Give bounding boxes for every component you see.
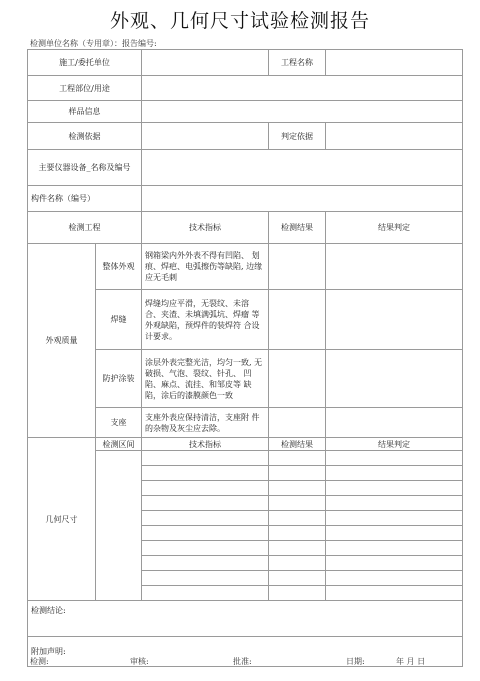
appearance-item-judge[interactable] xyxy=(326,244,463,290)
approve-label: 批准: xyxy=(233,657,252,666)
statement-label[interactable]: 附加声明: xyxy=(28,637,463,667)
geometry-result-cell[interactable] xyxy=(269,511,326,526)
appearance-item-name: 支座 xyxy=(96,408,142,438)
row-basis xyxy=(28,123,463,150)
header-project: 检测工程 xyxy=(28,212,142,244)
appearance-row xyxy=(28,244,463,290)
geometry-tech-cell[interactable] xyxy=(142,556,269,571)
report-table xyxy=(27,49,463,667)
client-value[interactable] xyxy=(142,50,269,76)
geometry-judge-cell[interactable] xyxy=(326,556,463,571)
geometry-tech-cell[interactable] xyxy=(142,511,269,526)
appearance-item-judge[interactable] xyxy=(326,408,463,438)
geometry-header-tech: 技术指标 xyxy=(142,438,269,451)
geometry-tech-cell[interactable] xyxy=(142,541,269,556)
geometry-header-row xyxy=(28,438,463,451)
geometry-judge-cell[interactable] xyxy=(326,466,463,481)
appearance-item-name: 焊缝 xyxy=(96,290,142,350)
geometry-judge-cell[interactable] xyxy=(326,511,463,526)
appearance-item-desc: 涂层外表完整光洁，均匀一致, 无破损、气泡、裂纹、针孔、 凹陷、麻点、流挂、和邹皮等 缺陷，涂后的漆膜颜色一致 xyxy=(142,350,269,408)
geometry-result-cell[interactable] xyxy=(269,556,326,571)
client-label: 施工/委托单位 xyxy=(28,50,142,76)
component-value[interactable] xyxy=(142,186,463,212)
inspect-label: 检测: xyxy=(30,657,49,666)
geometry-judge-cell[interactable] xyxy=(326,586,463,601)
sample-info-label: 样品信息 xyxy=(28,101,142,123)
geometry-result-cell[interactable] xyxy=(269,526,326,541)
row-instruments xyxy=(28,150,463,186)
appearance-item-judge[interactable] xyxy=(326,290,463,350)
row-headers xyxy=(28,212,463,244)
part-use-value[interactable] xyxy=(142,76,463,101)
component-label: 构件名称（编号） xyxy=(28,186,142,212)
geometry-result-cell[interactable] xyxy=(269,466,326,481)
geometry-tech-cell[interactable] xyxy=(142,571,269,586)
review-label: 审核: xyxy=(130,657,149,666)
geometry-tech-cell[interactable] xyxy=(142,496,269,511)
appearance-group-label: 外观质量 xyxy=(28,244,96,438)
appearance-item-result[interactable] xyxy=(269,350,326,408)
basis-value[interactable] xyxy=(142,123,269,150)
geometry-group-label: 几何尺寸 xyxy=(28,438,96,601)
judge-basis-label: 判定依据 xyxy=(269,123,326,150)
project-name-value[interactable] xyxy=(326,50,463,76)
geometry-result-cell[interactable] xyxy=(269,541,326,556)
geometry-tech-cell[interactable] xyxy=(142,466,269,481)
appearance-item-desc: 支座外表应保持清洁，支座附 件的杂物及灰尘应去除。 xyxy=(142,408,269,438)
appearance-item-result[interactable] xyxy=(269,244,326,290)
geometry-result-cell[interactable] xyxy=(269,481,326,496)
header-tech: 技术指标 xyxy=(142,212,269,244)
report-title: 外观、几何尺寸试验检测报告 xyxy=(109,10,370,32)
conclusion-row xyxy=(28,601,463,637)
row-sample-info xyxy=(28,101,463,123)
appearance-item-result[interactable] xyxy=(269,408,326,438)
geometry-result-cell[interactable] xyxy=(269,586,326,601)
geometry-header-result: 检测结果 xyxy=(269,438,326,451)
instruments-label: 主要仪器设备_名称及编号 xyxy=(28,150,142,186)
part-use-label: 工程部位/用途 xyxy=(28,76,142,101)
basis-label: 检测依据 xyxy=(28,123,142,150)
appearance-item-result[interactable] xyxy=(269,290,326,350)
row-component xyxy=(28,186,463,212)
unit-and-report-number: 检测单位名称（专用章）：报告编号: xyxy=(30,39,157,48)
row-part-use xyxy=(28,76,463,101)
appearance-item-desc: 钢箱梁内外外表不得有凹陷、 划痕、焊疤、电弧擦伤等缺陷, 边缘应无毛刺 xyxy=(142,244,269,290)
geometry-result-cell[interactable] xyxy=(269,451,326,466)
date-ymd: 年 月 日 xyxy=(396,657,426,666)
geometry-tech-cell[interactable] xyxy=(142,586,269,601)
geometry-result-cell[interactable] xyxy=(269,571,326,586)
sample-info-value[interactable] xyxy=(142,101,463,123)
appearance-item-name: 整体外观 xyxy=(96,244,142,290)
geometry-tech-cell[interactable] xyxy=(142,481,269,496)
geometry-judge-cell[interactable] xyxy=(326,526,463,541)
geometry-judge-cell[interactable] xyxy=(326,481,463,496)
geometry-header-section: 检测区间 xyxy=(96,438,142,451)
geometry-result-cell[interactable] xyxy=(269,496,326,511)
row-client xyxy=(28,50,463,76)
date-label: 日期: xyxy=(346,657,365,666)
geometry-tech-cell[interactable] xyxy=(142,451,269,466)
geometry-judge-cell[interactable] xyxy=(326,571,463,586)
appearance-item-name: 防护涂装 xyxy=(96,350,142,408)
instruments-value[interactable] xyxy=(142,150,463,186)
geometry-judge-cell[interactable] xyxy=(326,451,463,466)
header-result: 检测结果 xyxy=(269,212,326,244)
judge-basis-value[interactable] xyxy=(326,123,463,150)
geometry-section-cell[interactable] xyxy=(96,451,142,601)
geometry-judge-cell[interactable] xyxy=(326,496,463,511)
geometry-judge-cell[interactable] xyxy=(326,541,463,556)
header-judge: 结果判定 xyxy=(326,212,463,244)
appearance-item-judge[interactable] xyxy=(326,350,463,408)
conclusion-label[interactable]: 检测结论: xyxy=(28,601,463,637)
appearance-item-desc: 焊缝均应平滑，无裂纹、未溶 合、夹渣、未填满弧坑、焊瘤 等外观缺陷，预焊件的装焊符 合设计要求。 xyxy=(142,290,269,350)
geometry-tech-cell[interactable] xyxy=(142,526,269,541)
geometry-header-judge: 结果判定 xyxy=(326,438,463,451)
project-name-label: 工程名称 xyxy=(269,50,326,76)
